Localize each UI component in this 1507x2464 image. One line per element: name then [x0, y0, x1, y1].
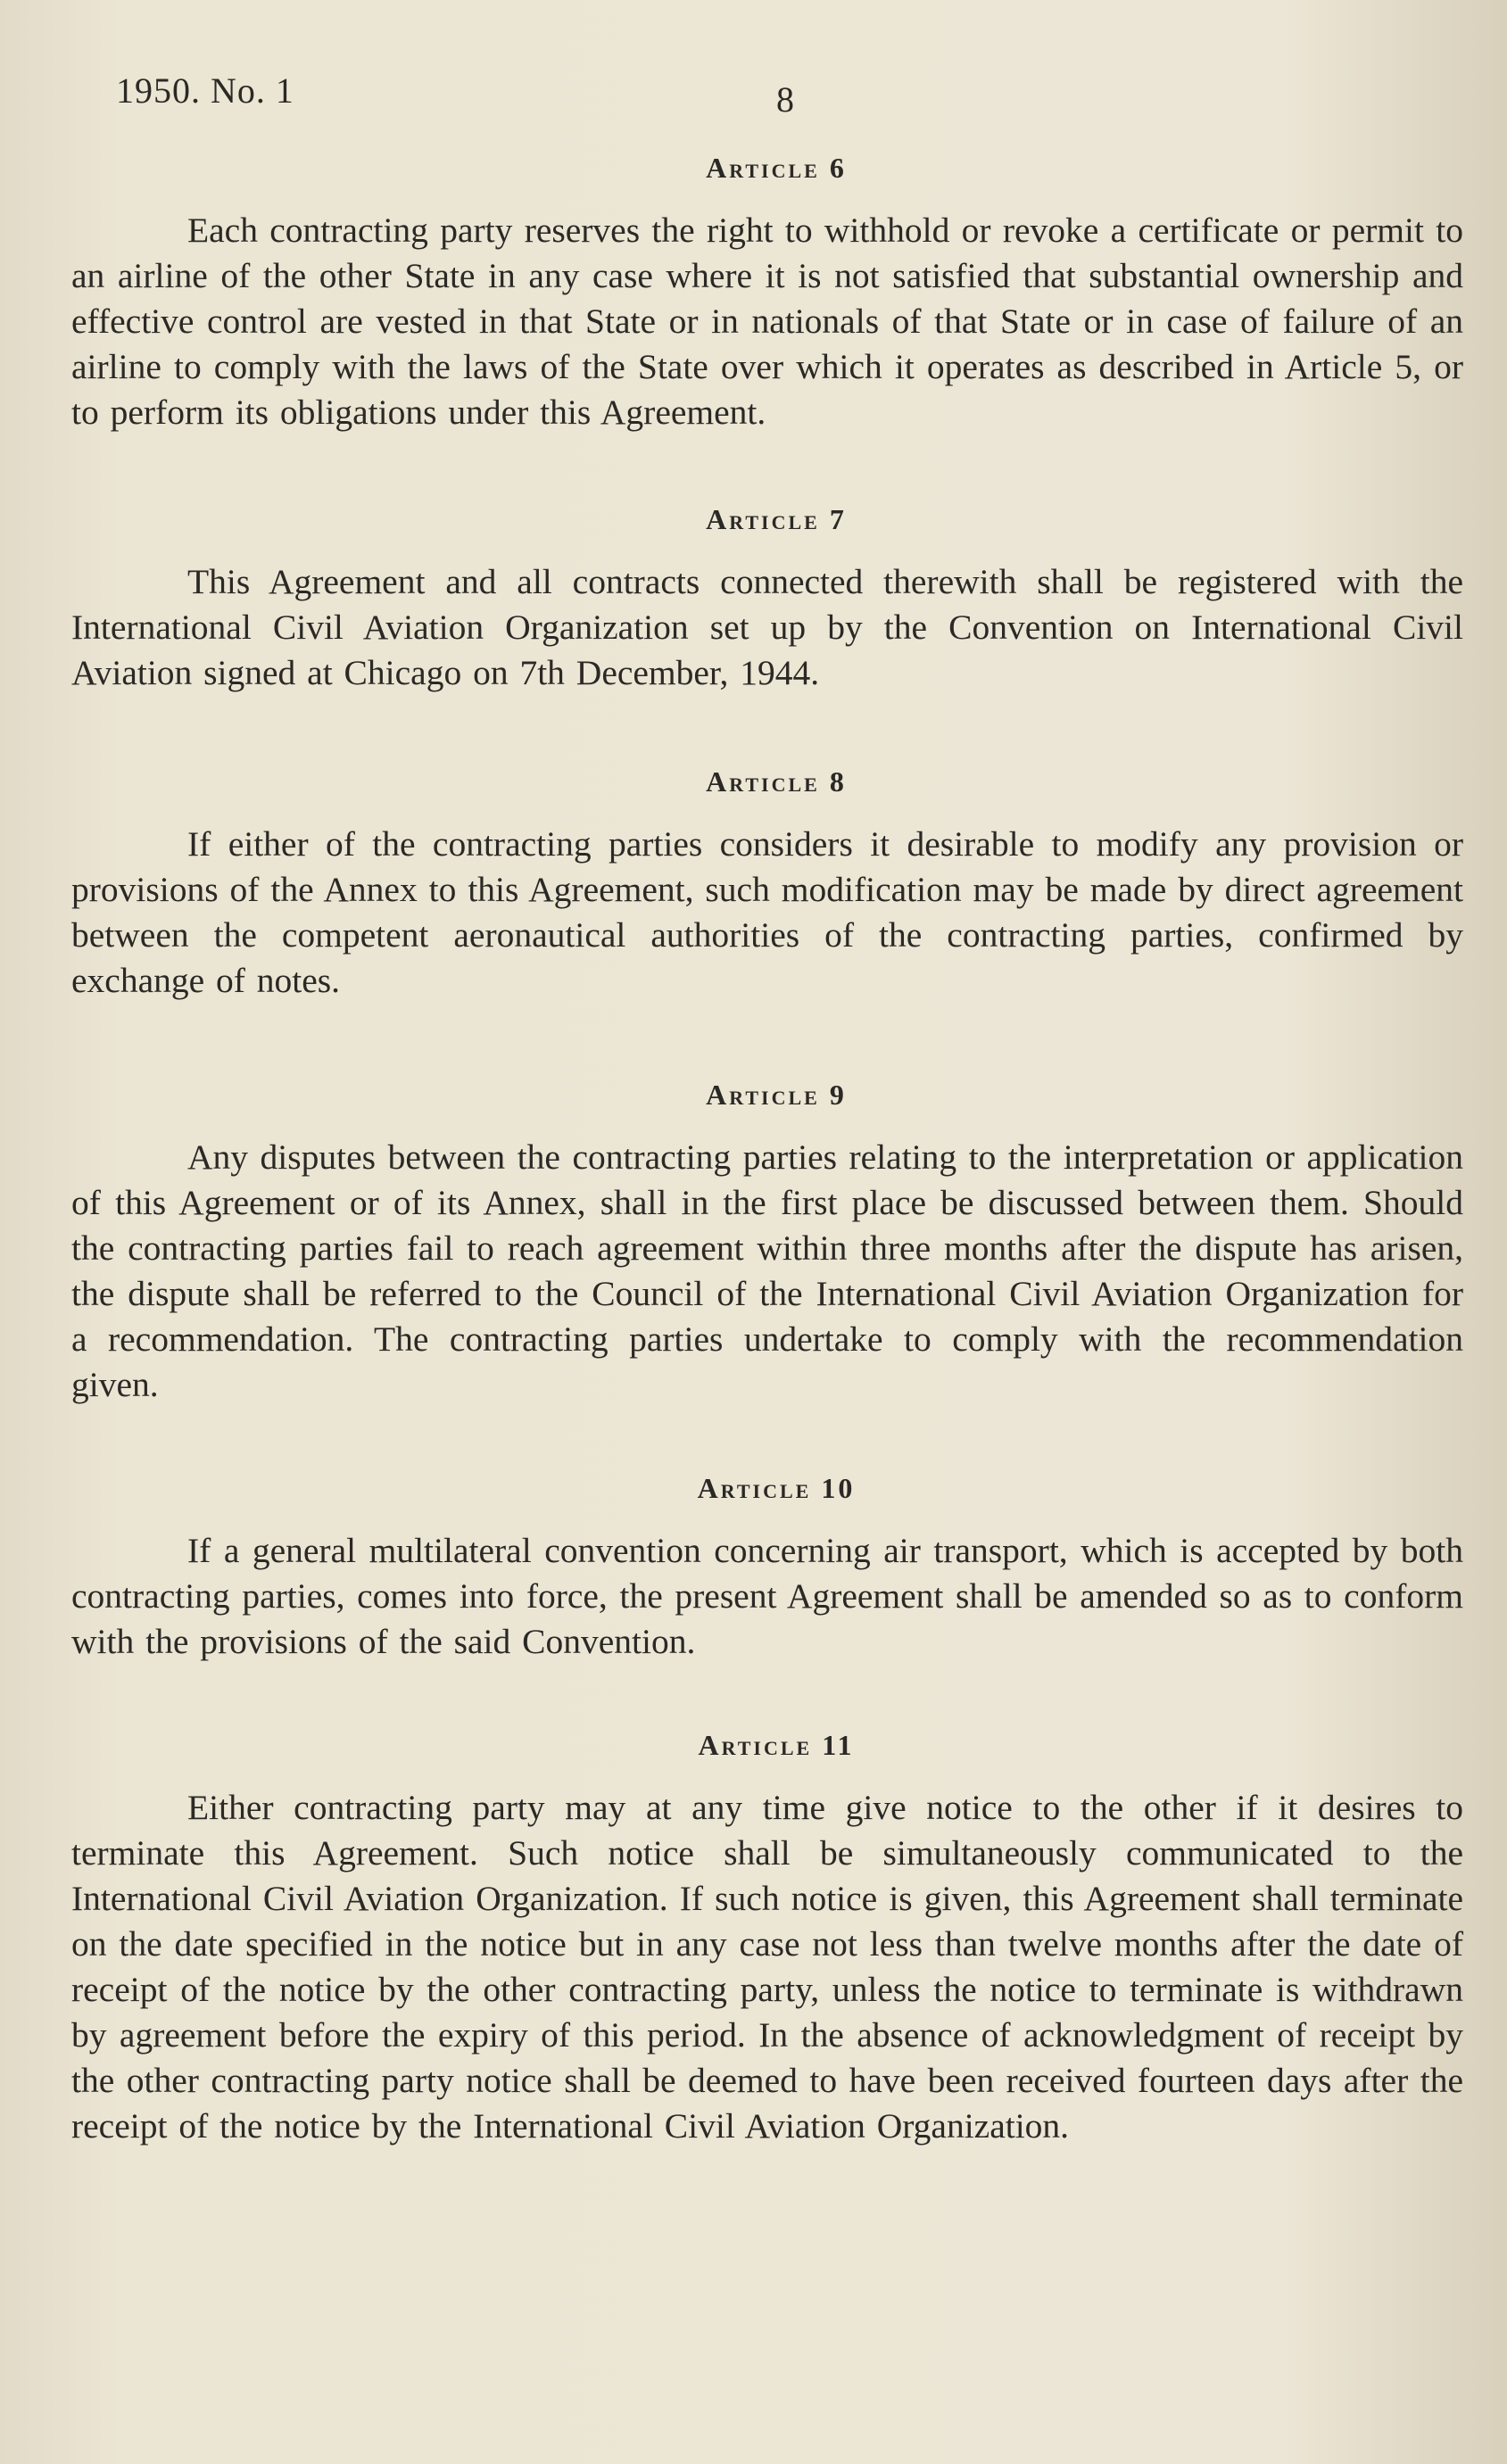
article-heading: Article 6: [706, 152, 847, 184]
page-header: [116, 70, 1410, 123]
page-number: 8: [776, 79, 794, 120]
article-body: Any disputes between the contracting parties relating to the interpretation or application of this Agreement or of its Annex, shall in the first place be discussed between them. Should the contracting parties fail to reach agreement within three months after the dispute has arisen, the dispute shall be referred to the Council of the International Civil Aviation Organization for a recommendation. The contracting parties undertake to comply with the recommendation given.: [71, 1137, 1463, 1404]
article-10: [71, 1472, 1463, 1665]
article-body: If either of the contracting parties considers it desirable to modify any provision or provisions of the Annex to this Agreement, such modification may be made by direct agreement between the competent aeronautical authorities of the contracting parties, confirmed by exchange of notes.: [71, 824, 1463, 1000]
article-6: [71, 152, 1463, 435]
article-body: This Agreement and all contracts connected therewith shall be registered with the International Civil Aviation Organization set up by the Convention on International Civil Aviation signed at Chicago on 7th December, 1944.: [71, 562, 1463, 692]
document-content: [71, 152, 1463, 2149]
article-7: [71, 503, 1463, 696]
article-heading: Article 7: [706, 503, 847, 535]
article-9: [71, 1079, 1463, 1408]
article-body: If a general multilateral convention concerning air transport, which is accepted by both contracting parties, comes into force, the present Agreement shall be amended so as to conform with the provisions of the said Convention.: [71, 1531, 1463, 1661]
article-8: [71, 765, 1463, 1004]
article-11: [71, 1729, 1463, 2149]
article-heading: Article 8: [706, 765, 847, 798]
article-heading: Article 10: [697, 1472, 856, 1504]
article-heading: Article 9: [706, 1079, 847, 1111]
article-body: Either contracting party may at any time give notice to the other if it desires to terminate this Agreement. Such notice shall be simultaneously communicated to the International Civil Aviation Organization. If such notice is given, this Agreement shall terminate on the date specified in the notice but in any case not less than twelve months after the date of receipt of the notice by the other contracting party, unless the notice to terminate is withdrawn by agreement before the expiry of this period. In the absence of acknowledgment of receipt by the other contracting party notice shall be deemed to have been received fourteen days after the receipt of the notice by the International Civil Aviation Organization.: [71, 1788, 1463, 2146]
article-heading: Article 11: [698, 1729, 855, 1761]
article-body: Each contracting party reserves the right to withhold or revoke a certificate or permit to an airline of the other State in any case where it is not satisfied that substantial ownership and effective control are vested in that State or in nationals of that State or in case of failure of an airline to comply with the laws of the State over which it operates as described in Article 5, or to perform its obligations under this Agreement.: [71, 211, 1463, 432]
treaty-series-label: 1950. No. 1: [116, 70, 294, 111]
